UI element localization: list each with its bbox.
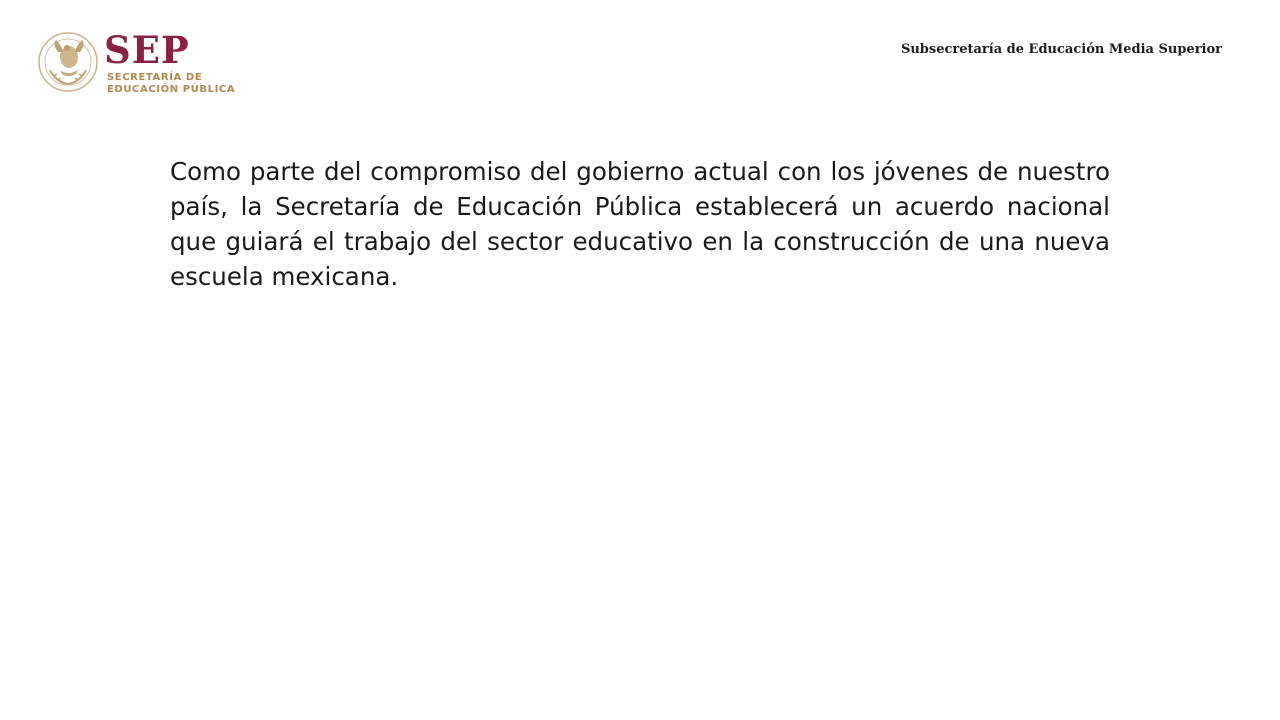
sep-brand-subtitle-line1: SECRETARÍA DE bbox=[107, 72, 203, 83]
sep-logo bbox=[36, 30, 236, 96]
sep-brand: SEP bbox=[104, 28, 190, 72]
subsecretaria-title: Subsecretaría de Educación Media Superior bbox=[900, 42, 1222, 57]
sep-brand-subtitle-line2: EDUCACIÓN PÚBLICA bbox=[107, 84, 236, 95]
body-paragraph: Como parte del compromiso del gobierno actual con los jóvenes de nuestro país, la Secretaría de Educación Pública establecerá un acuerdo nacional que guiará el trabajo del sector educativo en la construcción de una nueva escuela mexicana. bbox=[170, 157, 1110, 291]
sep-brand-subtitle bbox=[107, 72, 235, 96]
coat-of-arms-icon bbox=[36, 30, 100, 94]
